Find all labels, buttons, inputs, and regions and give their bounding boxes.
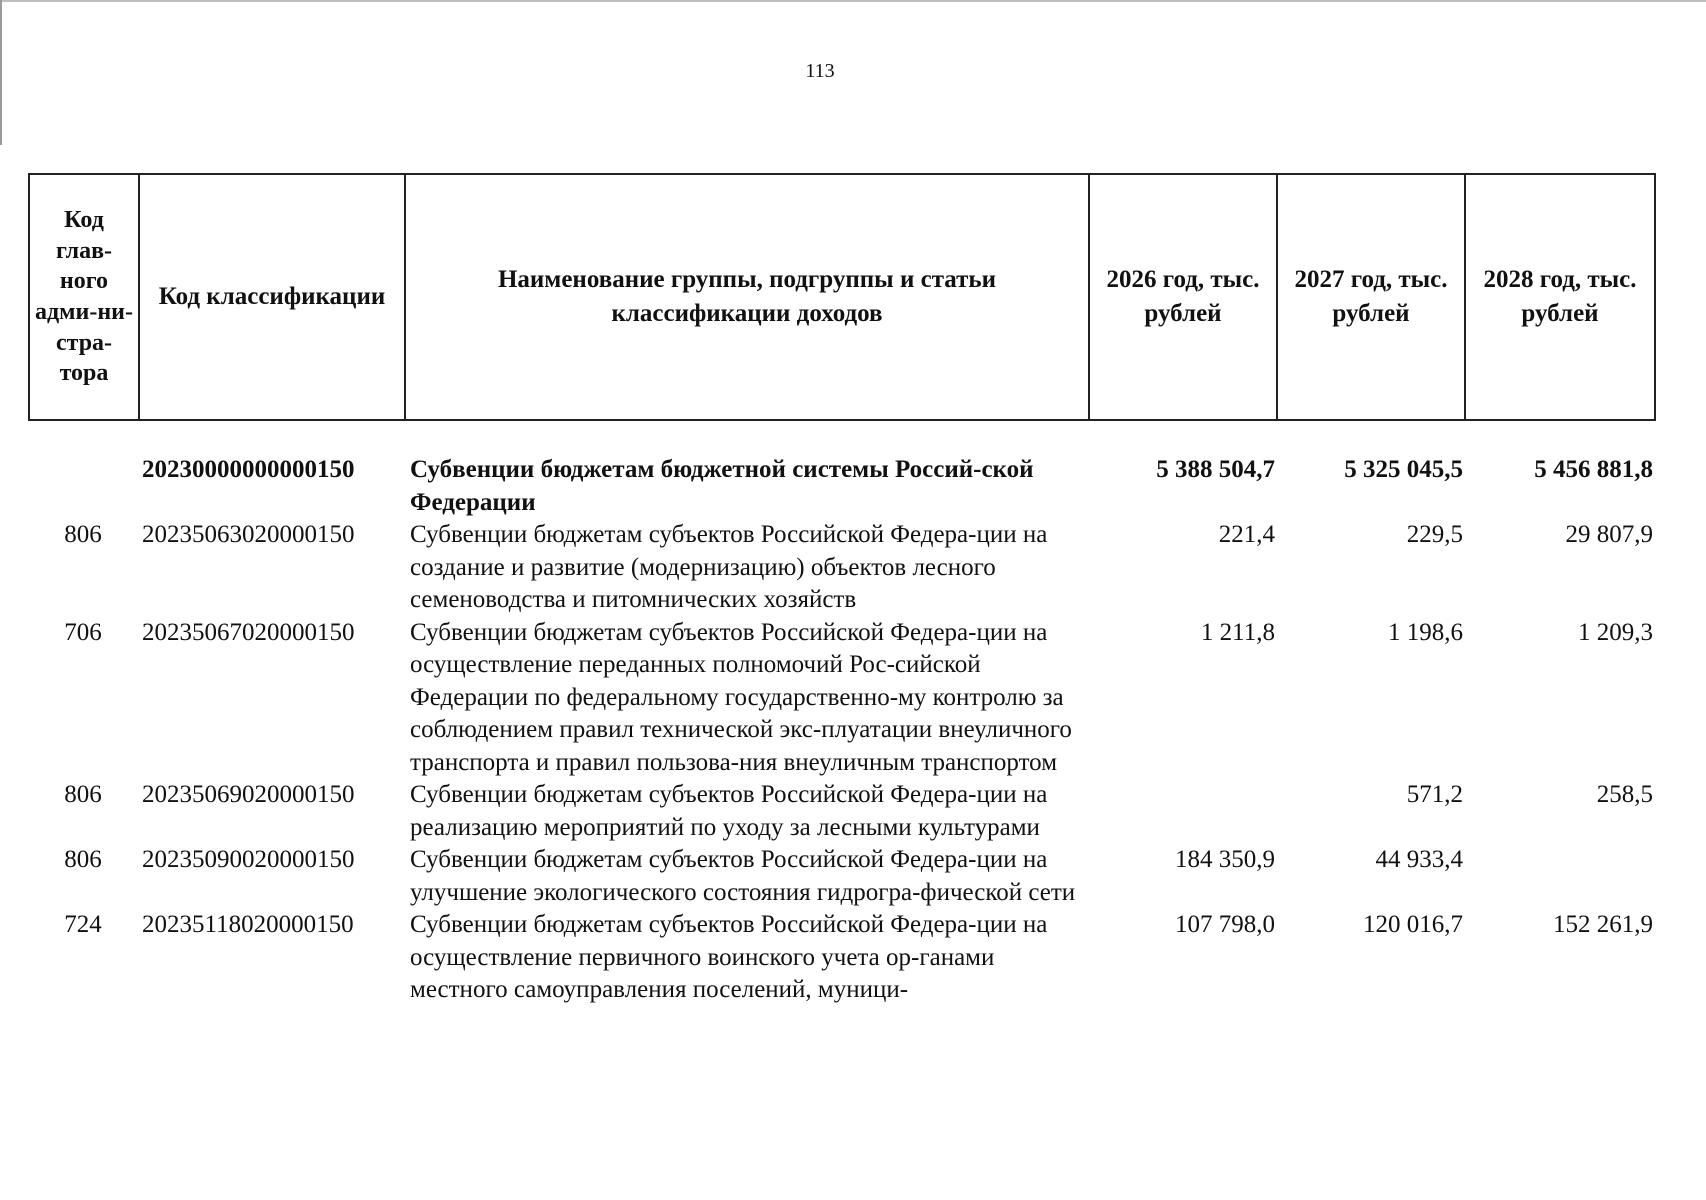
- row-value-2026: 5 388 504,7: [1156, 456, 1275, 483]
- header-2026: 2026 год, тыс. рублей: [1089, 174, 1277, 420]
- row-value-2028: 5 456 881,8: [1534, 456, 1653, 483]
- row-value-2028: 258,5: [1596, 781, 1653, 808]
- scan-top-edge: [0, 0, 1706, 2]
- row-value-2026: 107 798,0: [1175, 911, 1275, 938]
- row-admin-code: 806: [64, 521, 102, 548]
- row-name: Субвенции бюджетам субъектов Российской Федера-ции на реализацию мероприятий по уходу за лесными культурами: [410, 781, 1048, 841]
- row-admin-code: [28, 454, 138, 519]
- row-value-2028: 29 807,9: [1565, 521, 1653, 548]
- row-value-2026: 184 350,9: [1175, 846, 1275, 873]
- row-value-2026: [1088, 779, 1276, 844]
- row-value-2027: 571,2: [1406, 781, 1463, 808]
- row-class-code: 20235069020000150: [142, 781, 355, 808]
- table-row: [28, 617, 1654, 780]
- row-name: Субвенции бюджетам бюджетной системы Россий-ской Федерации: [410, 456, 1034, 516]
- header-class-code: Код классификации: [139, 174, 405, 420]
- row-value-2027: 5 325 045,5: [1344, 456, 1463, 483]
- table-row: [28, 779, 1654, 844]
- row-class-code: 20235067020000150: [142, 618, 355, 646]
- row-value-2027: 1 198,6: [1388, 618, 1463, 646]
- row-value-2026: 221,4: [1218, 521, 1275, 548]
- table-header: [28, 173, 1656, 421]
- header-2027: 2027 год, тыс. рублей: [1277, 174, 1465, 420]
- row-name: Субвенции бюджетам субъектов Российской Федера-ции на осуществление переданных полномочий Рос-сийской Федерации по федеральному государственно-му контролю за соблюдением правил технической экс-плуатации внеуличного транспорта и правил пользова-ния внеуличным транспортом: [410, 618, 1072, 776]
- row-name: Субвенции бюджетам субъектов Российской Федера-ции на улучшение экологического состояния гидрогра-фической сети: [410, 846, 1076, 906]
- row-value-2027: 44 933,4: [1375, 846, 1463, 873]
- table-row: [28, 909, 1654, 1007]
- header-2028: 2028 год, тыс. рублей: [1465, 174, 1655, 420]
- header-admin-code: Код глав-ного адми-ни-стра-тора: [29, 174, 139, 420]
- row-value-2028: 1 209,3: [1578, 618, 1653, 646]
- row-admin-code: 806: [64, 846, 102, 873]
- header-name: Наименование группы, подгруппы и статьи классификации доходов: [405, 174, 1089, 420]
- row-value-2028: [1464, 844, 1654, 909]
- row-class-code: 20235118020000150: [142, 911, 354, 938]
- row-class-code: 20235063020000150: [142, 521, 355, 548]
- row-class-code: 20230000000000150: [142, 456, 355, 483]
- row-admin-code: 706: [64, 618, 102, 646]
- row-name: Субвенции бюджетам субъектов Российской Федера-ции на создание и развитие (модернизацию) объектов лесного семеноводства и питомнических хозяйств: [410, 521, 1048, 613]
- table-row: [28, 844, 1654, 909]
- row-value-2028: 152 261,9: [1553, 911, 1653, 938]
- table-row-group: [28, 454, 1654, 519]
- row-name: Субвенции бюджетам субъектов Российской Федера-ции на осуществление первичного воинского учета ор-ганами местного самоуправления поселений, муници-: [410, 911, 1048, 1003]
- table-row: [28, 519, 1654, 617]
- page-number: 113: [805, 60, 835, 82]
- row-class-code: 20235090020000150: [142, 846, 355, 873]
- row-value-2026: 1 211,8: [1200, 618, 1275, 646]
- row-admin-code: 806: [64, 781, 102, 808]
- row-value-2027: 120 016,7: [1363, 911, 1463, 938]
- row-value-2027: 229,5: [1406, 521, 1463, 548]
- row-admin-code: 724: [64, 911, 102, 938]
- table-body: [28, 454, 1654, 1007]
